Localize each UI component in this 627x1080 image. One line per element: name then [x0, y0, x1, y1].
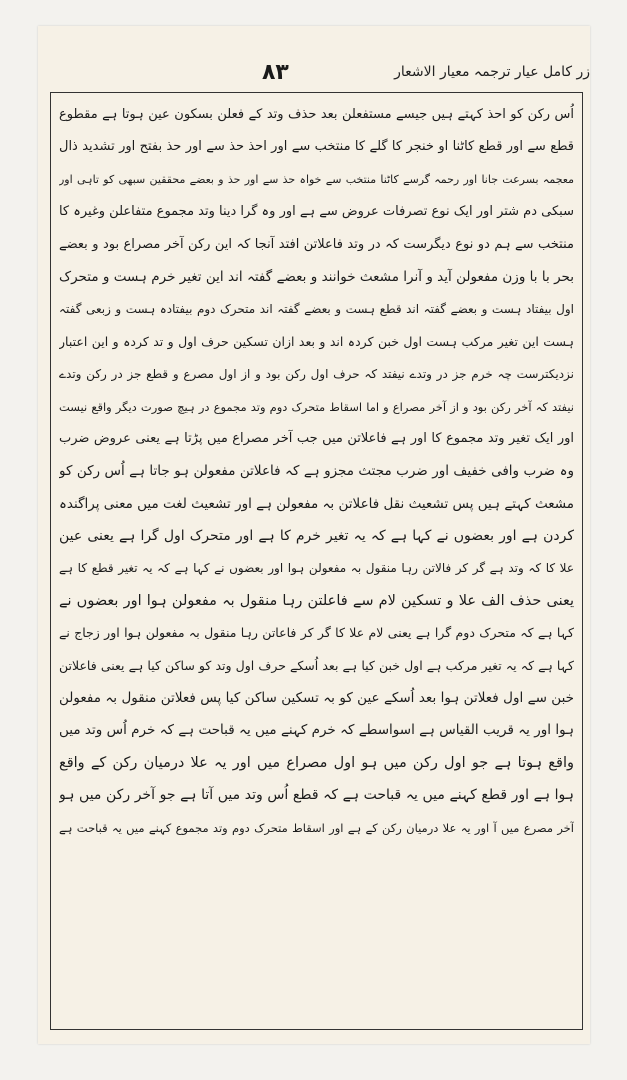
- text-line: کہا ہے کہ یہ تغیر مرکب ہے اول خبن کیا ہے بعد اُسکے حرف اول وتد کو ساکن کیا ہے یعنی فاعلاتن: [59, 657, 574, 673]
- text-line: کردن ہے اور بعضوں نے کہا ہے کہ یہ تغیر خرم کا ہے اور متحرک اول گرا ہے یعنی عین: [59, 528, 574, 545]
- text-line: مشعث کہتے ہیں پس تشعیث نقل فاعلاتن بہ مفعولن ہے اور تشعیث لغت میں معنی پراگندہ: [59, 495, 574, 512]
- text-line: اُس رکن کو احذ کہتے ہیں جیسے مستفعلن بعد حذف وتد کے فعلن بسکون عین ہوتا ہے مقطوع: [59, 107, 574, 122]
- running-title: زر کامل عیار ترجمہ معیار الاشعار: [394, 64, 590, 80]
- text-line: سبکی دم شتر اور ایک نوع تصرفات عروض سے ہے اور وہ گرا دینا وتد مجموع متفاعلن وغیرہ کا: [59, 204, 574, 220]
- text-line: نیفتد کہ آخر رکن بود و از آخر مصراع و اما اسقاط متحرک دوم وتد مجموع در ہیچ صورت دیگر واقع نیست: [59, 399, 574, 414]
- text-line: واقع ہوتا ہے جو اول رکن میں ہو اول مصراع میں اور یہ علا درمیان رکن کے واقع: [59, 754, 574, 771]
- text-line: یعنی حذف الف علا و تسکین لام سے فاعلتن رہا منقول بہ مفعولن ہوا اور بعضوں نے: [59, 592, 574, 609]
- text-line: اول بیفتاد ہست و بعضے گفتہ اند قطع ہست و بعضے گفتہ اند متحرک دوم بیفتادہ ہست و زبعی گفتہ: [59, 302, 574, 317]
- text-line: آخر مصرع میں آ اور یہ علا درمیان رکن کے ہے اور اسقاط متحرک دوم وتد مجموع کہنے میں یہ قباحت ہے: [59, 820, 574, 835]
- text-line: علا کا کہ وتد ہے گر کر فالاتن رہا منقول بہ مفعولن ہوا اور بعضوں نے کہا ہے کہ یہ تغیر قطع کا ہے: [59, 561, 574, 576]
- text-line: بحر با با وزن مفعولن آید و آنرا مشعث خوانند و بعضے گفتہ اند این تغیر خرم ہست و متحرک: [59, 268, 574, 285]
- body-text: [51, 93, 582, 1029]
- text-line: اور ایک تغیر وتد مجموع کا اور ہے فاعلاتن میں جب آخر مصراع میں پڑتا ہے یعنی عروض ضرب: [59, 430, 574, 446]
- text-frame: [50, 92, 583, 1030]
- text-line: ہوا ہے اور قطع کہنے میں یہ قباحت ہے کہ قطع اُس وتد میں آتا ہے جو آخر رکن میں ہو: [59, 787, 574, 804]
- text-line: معجمہ بسرعت جانا اور رحمہ گرسے کاٹنا منتخب سے خواہ حذ سے اور حذ و بعضے محققین سبھی کو تاہی اور: [59, 172, 574, 186]
- text-line: نزدیکترست چہ خرم جز در وتدے نیفتد کہ حرف اول رکن بود و از اول مصرع و قطع جز در رکن وتدے: [59, 367, 574, 382]
- page-number: ۸۳: [262, 60, 289, 85]
- text-line: قطع سے اور قطع کاٹنا او خنجر کا گلے کا منتخب سے اور احذ حذ سے اور حذ بفتح اور تشدید ذال: [59, 139, 574, 155]
- page-header: [38, 60, 590, 90]
- text-line: وہ ضرب وافی خفیف اور ضرب مجتث مجزو ہے کہ فاعلاتن مفعولن ہو جاتا ہے اُس رکن کو: [59, 463, 574, 480]
- text-line: کہا ہے کہ متحرک دوم گرا ہے یعنی لام علا کا گر کر فاعاتن رہا منقول بہ مفعولن ہوا اور زجاج نے: [59, 625, 574, 641]
- text-line: خبن سے اول فعلاتن ہوا بعد اُسکے عین کو بہ تسکین ساکن کیا پس فعلاتن منقول بہ مفعولن: [59, 690, 574, 707]
- text-line: منتخب سے ہم دو نوع دیگرست کہ در وتد فاعلاتن افتد آنجا کہ این رکن آخر مصراع بود و بعضے: [59, 236, 574, 252]
- text-line: ہوا اور یہ قریب القیاس ہے اسواسطے کہ خرم کہنے میں یہ قباحت ہے کہ خرم اُس وتد میں: [59, 722, 574, 739]
- book-page: [38, 26, 590, 1044]
- text-line: ہست این تغیر مرکب ہست اول خبن کردہ اند و بعد ازان تسکین حرف اول و تد کردہ و این اعتبار: [59, 333, 574, 349]
